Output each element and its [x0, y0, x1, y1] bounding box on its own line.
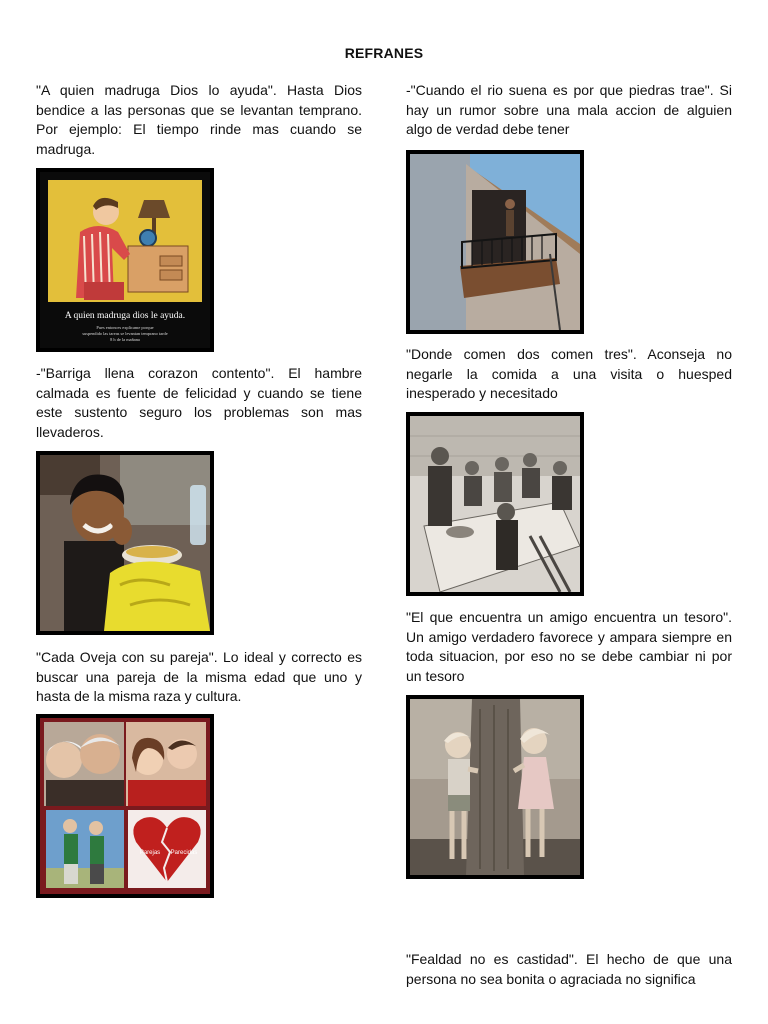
proverb-paragraph-2: -"Barriga llena corazon contento". El hambre calmada es fuente de felicidad y cuando se tiene este sustento seguro los problemas son mas llevaderos.	[36, 365, 362, 440]
proverb-paragraph-3: "Cada Oveja con su pareja". Lo ideal y correcto es buscar una pareja de la misma edad que uno y hasta de la misma raza y cultura.	[36, 649, 362, 704]
proverb-paragraph-1: "A quien madruga Dios lo ayuda". Hasta Dios bendice a las personas que se levantan temprano. Por ejemplo: El tiempo rinde mas cuando se madruga.	[36, 82, 362, 157]
boy-at-desk-photo	[36, 168, 214, 352]
photo-subcaption-line: suspendido las tareas se levantan temprano tarde	[82, 331, 168, 336]
photo-subcaption-line: Pues entonces explicame porque	[96, 325, 154, 330]
proverb-paragraph-7: "Fealdad no es castidad". El hecho de que una persona no sea bonita o agraciada no significa	[406, 951, 732, 987]
proverb-paragraph-5: "Donde comen dos comen tres". Aconseja no negarle la comida a una visita o huesped inesperado y necesitado	[406, 346, 732, 401]
heart-label-left: Parejas	[139, 850, 161, 856]
photo-subcaption-line: 8 h de la mañana	[110, 337, 140, 342]
balcony-photo	[406, 150, 584, 334]
couples-collage-photo	[36, 714, 214, 898]
proverb-paragraph-4: -"Cuando el rio suena es por que piedras trae". Si hay un rumor sobre una mala accion de alguien algo de verdad debe tener	[406, 82, 732, 137]
smiling-child-eating-photo	[36, 451, 214, 635]
dinner-table-engraving	[406, 412, 584, 596]
photo-caption: A quien madruga dios le ayuda.	[64, 311, 186, 321]
children-behind-tree-photo	[406, 695, 584, 879]
heart-label-right: Parecidas	[170, 850, 198, 856]
proverb-paragraph-6: "El que encuentra un amigo encuentra un tesoro". Un amigo verdadero favorece y ampara siempre en toda situacion, por eso no se debe cambiar ni por un tesoro	[406, 609, 732, 684]
page-title: REFRANES	[344, 45, 424, 61]
